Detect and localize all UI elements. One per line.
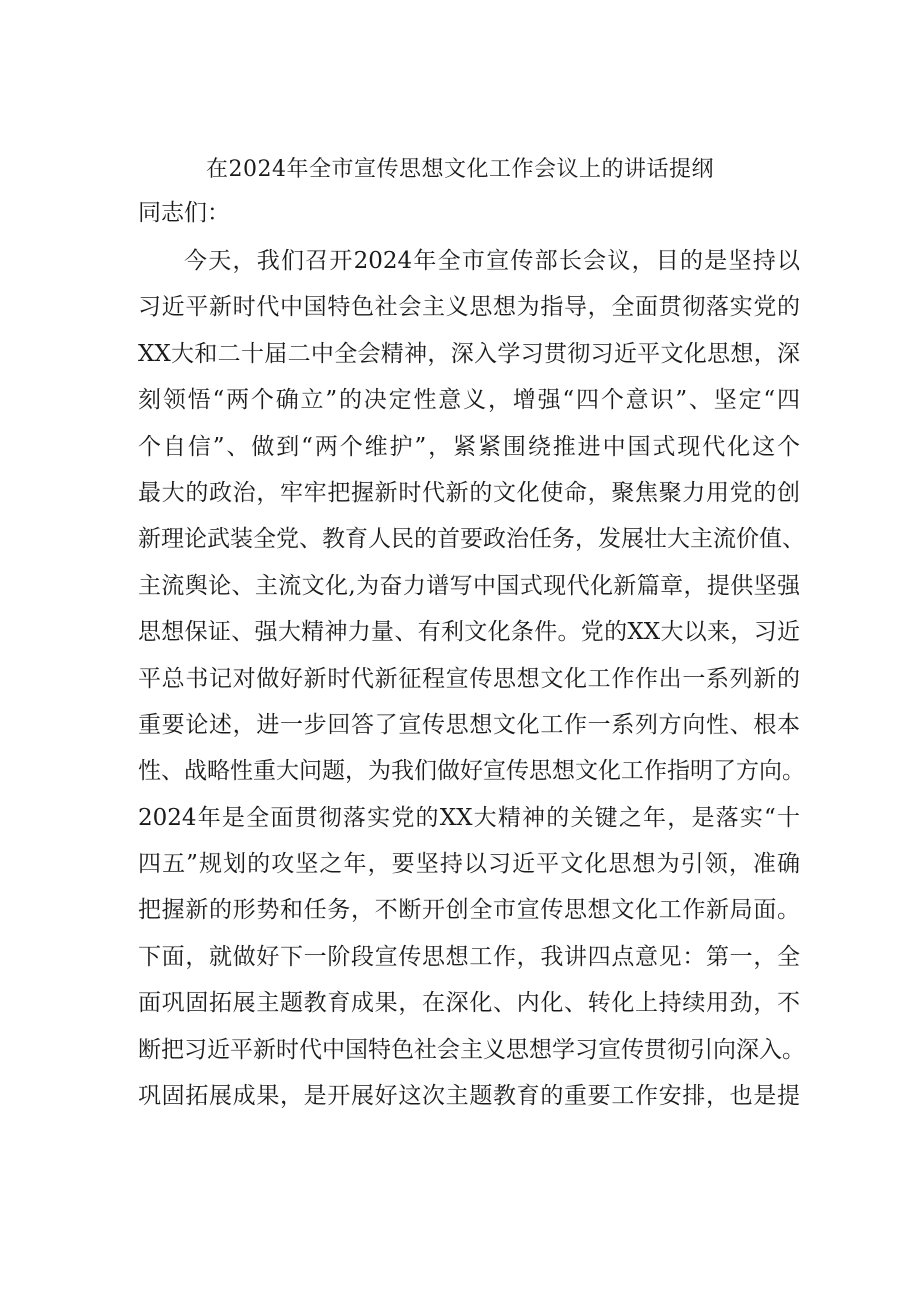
text-line: 面巩固拓展主题教育成果，在深化、内化、转化上持续用劲，不 [138, 990, 800, 1017]
text-line: 性、战略性重大问题，为我们做好宣传思想文化工作指明了方向。 [138, 758, 805, 785]
text-line: 把握新的形势和任务，不断开创全市宣传思想文化工作新局面。 [138, 897, 800, 924]
body-paragraph [138, 238, 805, 1119]
text-line: 巩固拓展成果，是开展好这次主题教育的重要工作安排，也是提 [138, 1083, 800, 1110]
salutation: 同志们： [138, 200, 230, 226]
text-line: 2024年是全面贯彻落实党的XX大精神的关键之年，是落实“十 [138, 804, 800, 831]
text-line: 下面，就做好下一阶段宣传思想工作，我讲四点意见：第一，全 [138, 943, 800, 970]
text-line: 断把习近平新时代中国特色社会主义思想学习宣传贯彻引向深入。 [138, 1036, 805, 1063]
text-line: 新理论武装全党、教育人民的首要政治任务，发展壮大主流价值、 [138, 526, 805, 553]
text-line: 主流舆论、主流文化,为奋力谱写中国式现代化新篇章，提供坚强 [138, 572, 800, 599]
text-line: 今天，我们召开2024年全市宣传部长会议，目的是坚持以 [184, 248, 800, 274]
text-line: 最大的政治，牢牢把握新时代新的文化使命，聚焦聚力用党的创 [138, 479, 800, 506]
text-line: 刻领悟“两个确立”的决定性意义，增强“四个意识”、坚定“四 [138, 387, 800, 414]
text-line: 习近平新时代中国特色社会主义思想为指导，全面贯彻落实党的 [138, 294, 800, 321]
text-line: 思想保证、强大精神力量、有利文化条件。党的XX大以来，习近 [138, 619, 800, 646]
document-title: 在2024年全市宣传思想文化工作会议上的讲话提纲 [206, 157, 714, 182]
text-line: 四五”规划的攻坚之年，要坚持以习近平文化思想为引领，准确 [138, 851, 800, 878]
text-line: 个自信”、做到“两个维护”，紧紧围绕推进中国式现代化这个 [138, 433, 800, 460]
text-line: XX大和二十届二中全会精神，深入学习贯彻习近平文化思想，深 [138, 340, 800, 367]
text-line: 平总书记对做好新时代新征程宣传思想文化工作作出一系列新的 [138, 665, 800, 692]
text-line: 重要论述，进一步回答了宣传思想文化工作一系列方向性、根本 [138, 711, 800, 738]
